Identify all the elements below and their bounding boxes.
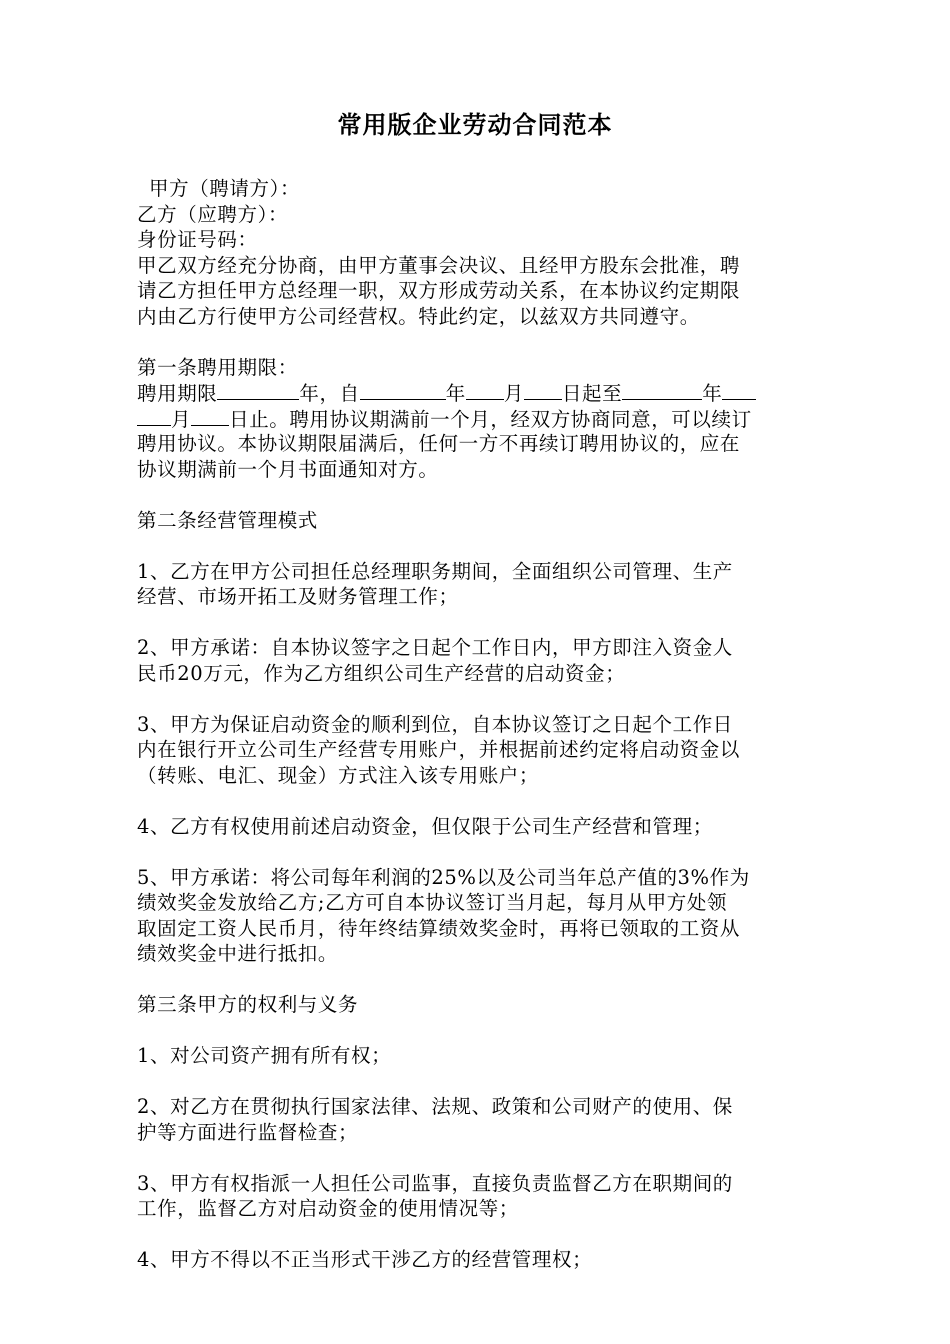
blank-field xyxy=(137,406,171,426)
blank-field xyxy=(622,380,702,400)
id-number-line: 身份证号码： xyxy=(137,228,258,251)
article3-item: 1、对公司资产拥有所有权； xyxy=(137,1044,392,1067)
article1-line: 聘用协议。本协议期限届满后，任何一方不再续订聘用协议的，应在 xyxy=(137,432,741,455)
article3-item: 3、甲方有权指派一人担任公司监事，直接负责监督乙方在职期间的 xyxy=(137,1171,733,1195)
preamble-line: 内由乙方行使甲方公司经营权。特此约定，以兹双方共同遵守。 xyxy=(137,304,700,328)
article2-item: 3、甲方为保证启动资金的顺利到位，自本协议签订之日起个工作日 xyxy=(137,712,733,736)
term-line xyxy=(137,406,817,432)
article1-heading: 第一条聘用期限： xyxy=(137,355,298,379)
term-year3: 年 xyxy=(702,382,723,405)
article3-item: 4、甲方不得以不正当形式干涉乙方的经营管理权； xyxy=(137,1248,593,1271)
article1-line: 协议期满前一个月书面通知对方。 xyxy=(137,457,439,481)
article3-item: 护等方面进行监督检查； xyxy=(137,1120,359,1144)
term-month1: 月 xyxy=(503,382,524,405)
article2-item: 2、甲方承诺：自本协议签字之日起个工作日内，甲方即注入资金人 xyxy=(137,636,733,659)
article2-item: 5、甲方承诺：将公司每年利润的25%以及公司当年总产值的3%作为 xyxy=(137,865,750,889)
term-day-end: 日止。聘用协议期满前一个月，经双方协商同意，可以续订 xyxy=(229,407,752,431)
article2-item: 绩效奖金发放给乙方;乙方可自本协议签订当月起，每月从甲方处领 xyxy=(137,891,728,914)
term-month2: 月 xyxy=(171,407,192,431)
article3-heading: 第三条甲方的权利与义务 xyxy=(137,993,359,1016)
preamble-line: 请乙方担任甲方总经理一职，双方形成劳动关系，在本协议约定期限 xyxy=(137,279,741,302)
article2-heading: 第二条经营管理模式 xyxy=(137,508,318,532)
document-title: 常用版企业劳动合同范本 xyxy=(337,110,613,139)
term-year2: 年 xyxy=(445,382,466,405)
party-b-line: 乙方（应聘方）： xyxy=(137,202,289,226)
document-body xyxy=(137,176,817,1273)
article2-item: 绩效奖金中进行抵扣。 xyxy=(137,942,339,965)
party-a-line: 甲方（聘请方）： xyxy=(149,177,301,200)
article2-item: 4、乙方有权使用前述启动资金，但仅限于公司生产经营和管理； xyxy=(137,814,713,838)
term-day-from: 日起至 xyxy=(561,382,623,405)
term-line xyxy=(137,380,817,406)
article2-item: 经营、市场开拓工及财务管理工作； xyxy=(137,585,459,608)
article2-item: （转账、电汇、现金）方式注入该专用账户； xyxy=(137,763,540,787)
article3-item: 2、对乙方在贯彻执行国家法律、法规、政策和公司财产的使用、保 xyxy=(137,1095,733,1118)
article3-item: 工作，监督乙方对启动资金的使用情况等； xyxy=(137,1197,519,1220)
term-year1: 年，自 xyxy=(299,382,360,405)
blank-field xyxy=(722,380,756,400)
blank-field xyxy=(466,380,504,400)
article2-item: 民币20万元，作为乙方组织公司生产经营的启动资金； xyxy=(137,661,626,685)
article2-item: 取固定工资人民币月，待年终结算绩效奖金时，再将已领取的工资从 xyxy=(137,916,741,940)
blank-field xyxy=(217,380,299,400)
preamble-line: 甲乙双方经充分协商，由甲方董事会决议、且经甲方股东会批准，聘 xyxy=(137,253,741,277)
blank-field xyxy=(360,380,446,400)
blank-field xyxy=(191,406,229,426)
article2-item: 内在银行开立公司生产经营专用账户，并根据前述约定将启动资金以 xyxy=(137,738,741,761)
blank-field xyxy=(524,380,562,400)
term-prefix: 聘用期限 xyxy=(137,382,218,405)
article2-item: 1、乙方在甲方公司担任总经理职务期间，全面组织公司管理、生产 xyxy=(137,559,733,583)
